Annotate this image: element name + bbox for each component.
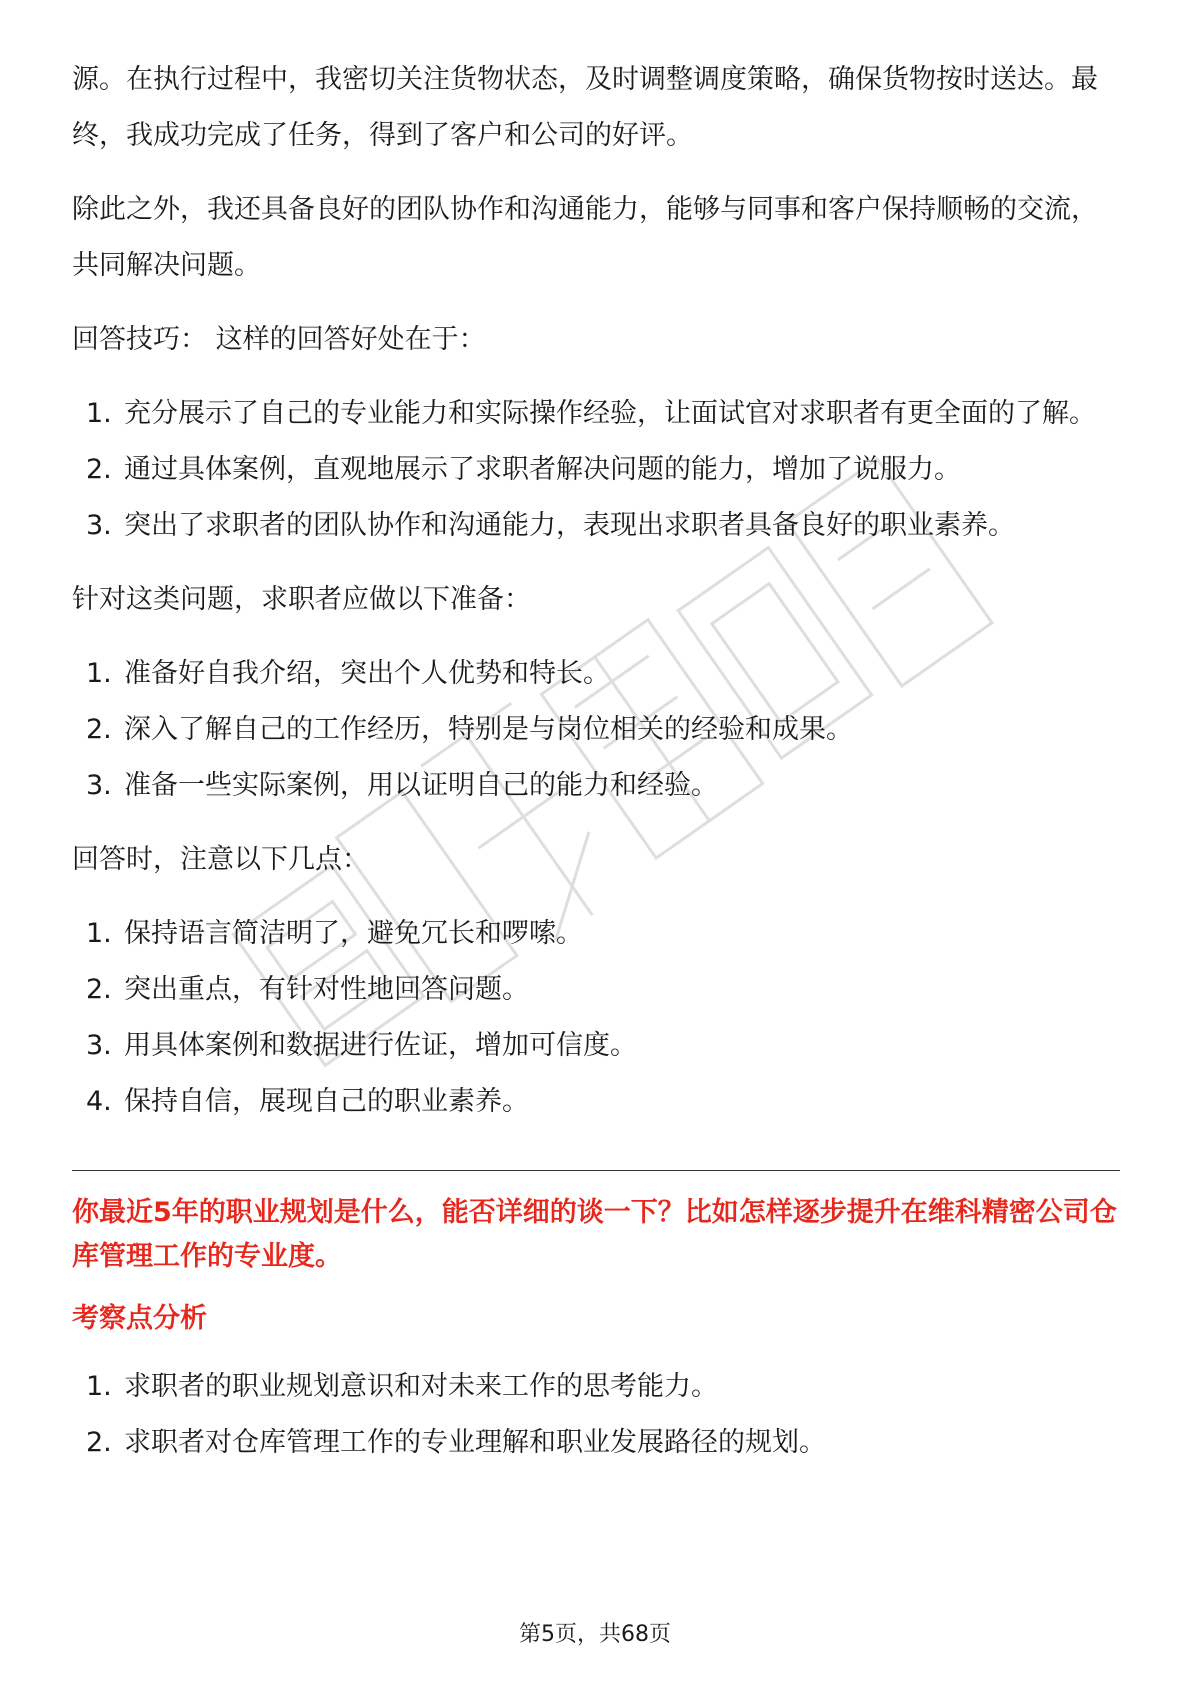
list-number: 2.: [86, 714, 112, 745]
list-text: 保持自信，展现自己的职业素养。: [124, 1086, 529, 1117]
list-text: 准备一些实际案例，用以证明自己的能力和经验。: [124, 770, 718, 801]
interview-question: 你最近5年的职业规划是什么，能否详细的谈一下？比如怎样逐步提升在维科精密公司仓库管理工作的专业度。: [72, 1197, 1117, 1272]
paragraph-intro: 源。在执行过程中，我密切关注货物状态，及时调整调度策略，确保货物按时送达。最终，我成功完成了任务，得到了客户和公司的好评。: [72, 64, 1098, 151]
list-item: [72, 906, 1120, 962]
tips-heading: 回答技巧： 这样的回答好处在于：: [72, 324, 486, 355]
list-item: [72, 1074, 1120, 1130]
list-text: 准备好自我介绍，突出个人优势和特长。: [124, 658, 610, 689]
list-number: 2.: [86, 1427, 112, 1458]
list-item: [72, 1415, 1120, 1471]
tips-list: [72, 386, 1120, 554]
analysis-title: 考察点分析: [72, 1303, 207, 1334]
list-number: 1.: [86, 918, 112, 949]
list-text: 深入了解自己的工作经历，特别是与岗位相关的经验和成果。: [124, 714, 853, 745]
list-number: 1.: [86, 658, 112, 689]
list-number: 3.: [86, 770, 112, 801]
list-text: 求职者对仓库管理工作的专业理解和职业发展路径的规划。: [124, 1427, 826, 1458]
list-item: [72, 1359, 1120, 1415]
list-item: [72, 646, 1120, 702]
prep-heading: 针对这类问题，求职者应做以下准备：: [72, 584, 531, 615]
list-text: 保持语言简洁明了，避免冗长和啰嗦。: [124, 918, 583, 949]
list-number: 3.: [86, 1030, 112, 1061]
list-number: 3.: [86, 510, 112, 541]
list-text: 突出重点，有针对性地回答问题。: [124, 974, 529, 1005]
list-item: [72, 1018, 1120, 1074]
section-divider: [72, 1170, 1120, 1171]
list-item: [72, 498, 1120, 554]
list-number: 1.: [86, 398, 112, 429]
list-number: 2.: [86, 454, 112, 485]
notes-heading: 回答时，注意以下几点：: [72, 844, 369, 875]
analysis-list: [72, 1359, 1120, 1471]
list-number: 1.: [86, 1371, 112, 1402]
list-text: 通过具体案例，直观地展示了求职者解决问题的能力，增加了说服力。: [124, 454, 961, 485]
list-text: 充分展示了自己的专业能力和实际操作经验，让面试官对求职者有更全面的了解。: [124, 398, 1096, 429]
document-page: [72, 52, 1120, 1489]
paragraph-extra: 除此之外，我还具备良好的团队协作和沟通能力，能够与同事和客户保持顺畅的交流，共同解决问题。: [72, 194, 1098, 281]
list-number: 2.: [86, 974, 112, 1005]
page-footer: 第5页，共68页: [519, 1622, 671, 1647]
list-text: 求职者的职业规划意识和对未来工作的思考能力。: [124, 1371, 718, 1402]
notes-list: [72, 906, 1120, 1130]
list-item: [72, 962, 1120, 1018]
list-text: 突出了求职者的团队协作和沟通能力，表现出求职者具备良好的职业素养。: [124, 510, 1015, 541]
list-item: [72, 442, 1120, 498]
list-number: 4.: [86, 1086, 112, 1117]
list-item: [72, 702, 1120, 758]
list-text: 用具体案例和数据进行佐证，增加可信度。: [124, 1030, 637, 1061]
prep-list: [72, 646, 1120, 814]
list-item: [72, 386, 1120, 442]
list-item: [72, 758, 1120, 814]
